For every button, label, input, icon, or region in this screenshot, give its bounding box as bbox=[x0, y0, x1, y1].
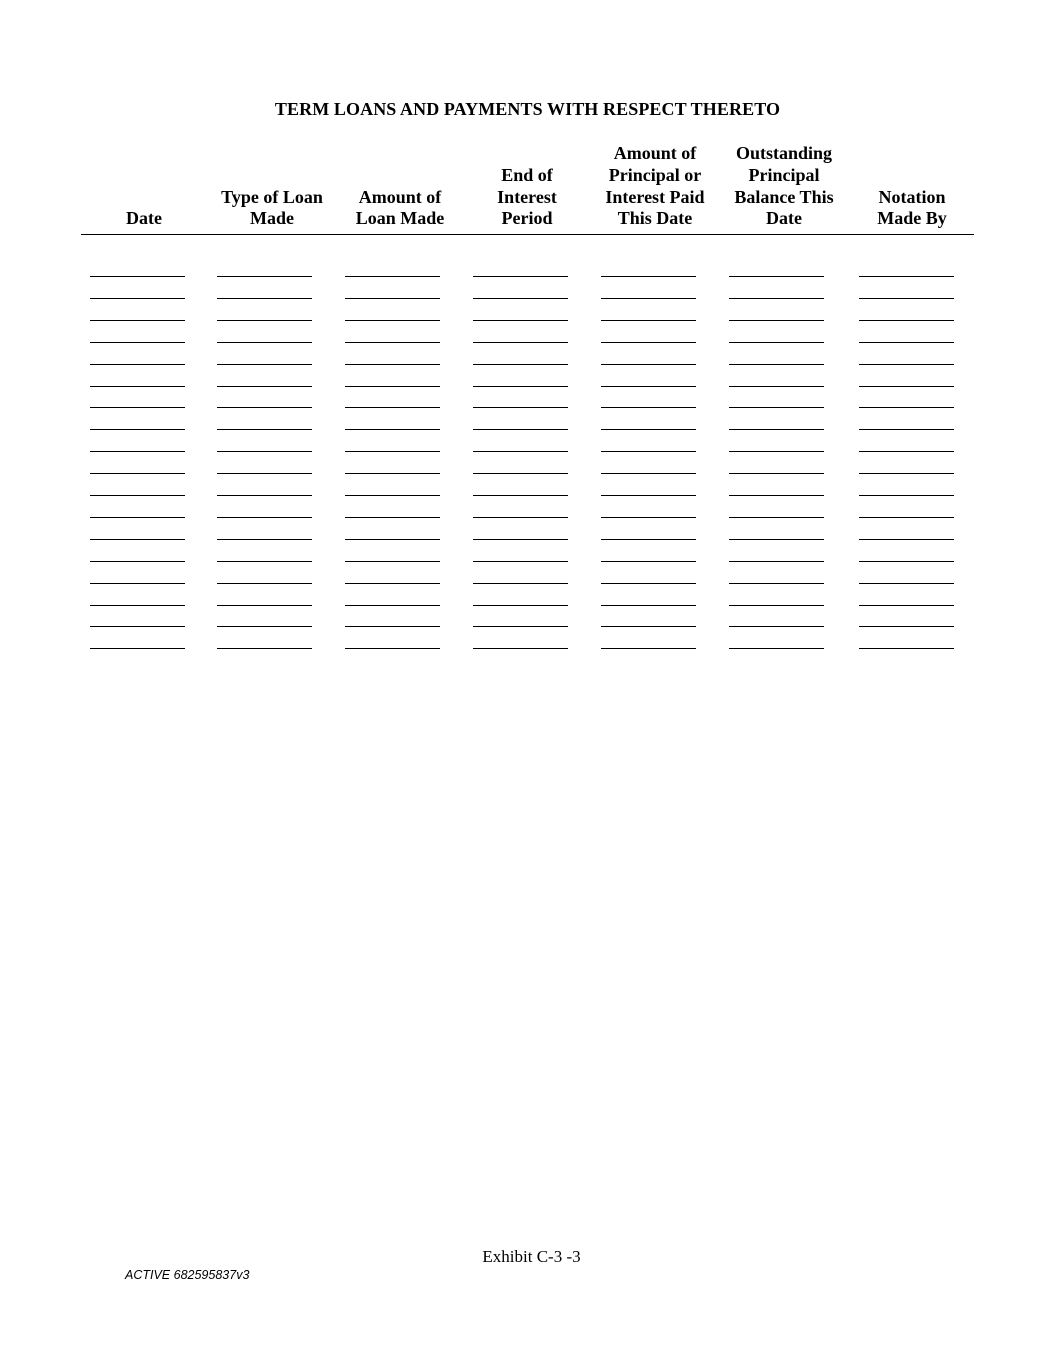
blank-entry-line bbox=[473, 561, 568, 562]
blank-entry-line bbox=[217, 539, 312, 540]
blank-entry-line bbox=[601, 407, 696, 408]
blank-entry-line bbox=[859, 626, 954, 627]
blank-entry-line bbox=[729, 583, 824, 584]
blank-entry-line bbox=[345, 298, 440, 299]
blank-entry-line bbox=[729, 648, 824, 649]
blank-entry-line bbox=[729, 517, 824, 518]
blank-entry-line bbox=[601, 473, 696, 474]
blank-entry-line bbox=[90, 583, 185, 584]
blank-entry-line bbox=[601, 451, 696, 452]
blank-entry-line bbox=[859, 561, 954, 562]
blank-entry-line bbox=[729, 495, 824, 496]
blank-entry-line bbox=[859, 495, 954, 496]
blank-entry-line bbox=[859, 364, 954, 365]
blank-entry-line bbox=[345, 561, 440, 562]
blank-entry-line bbox=[859, 276, 954, 277]
blank-entry-line bbox=[601, 648, 696, 649]
blank-entry-line bbox=[601, 364, 696, 365]
blank-entry-line bbox=[90, 561, 185, 562]
blank-entry-line bbox=[601, 386, 696, 387]
blank-entry-line bbox=[473, 626, 568, 627]
blank-entry-line bbox=[217, 626, 312, 627]
blank-entry-line bbox=[217, 561, 312, 562]
blank-entry-line bbox=[601, 626, 696, 627]
blank-entry-line bbox=[90, 517, 185, 518]
blank-entry-line bbox=[345, 495, 440, 496]
blank-entry-line bbox=[729, 561, 824, 562]
blank-entry-line bbox=[90, 539, 185, 540]
blank-entry-line bbox=[345, 648, 440, 649]
document-id: ACTIVE 682595837v3 bbox=[125, 1268, 250, 1282]
blank-entry-line bbox=[345, 342, 440, 343]
blank-entry-line bbox=[473, 539, 568, 540]
blank-entry-line bbox=[601, 429, 696, 430]
blank-entry-line bbox=[345, 583, 440, 584]
blank-entry-line bbox=[345, 626, 440, 627]
blank-entry-line bbox=[473, 495, 568, 496]
blank-entry-line bbox=[859, 583, 954, 584]
blank-entry-line bbox=[859, 539, 954, 540]
blank-entry-line bbox=[217, 342, 312, 343]
blank-entry-line bbox=[90, 320, 185, 321]
blank-entry-line bbox=[473, 364, 568, 365]
blank-entry-line bbox=[217, 451, 312, 452]
page-label: Exhibit C-3 -3 bbox=[482, 1247, 581, 1266]
blank-entry-line bbox=[601, 583, 696, 584]
blank-entry-line bbox=[729, 605, 824, 606]
blank-entry-line bbox=[729, 626, 824, 627]
blank-entry-line bbox=[473, 276, 568, 277]
blank-entry-line bbox=[729, 342, 824, 343]
blank-entry-line bbox=[345, 605, 440, 606]
column-header-amount-paid: Amount of Principal or Interest Paid This Date bbox=[605, 143, 705, 229]
blank-entry-line bbox=[345, 539, 440, 540]
blank-entry-line bbox=[90, 364, 185, 365]
blank-entry-line bbox=[217, 407, 312, 408]
blank-entry-line bbox=[217, 298, 312, 299]
blank-entry-line bbox=[217, 429, 312, 430]
blank-entry-line bbox=[859, 517, 954, 518]
blank-entry-line bbox=[345, 364, 440, 365]
blank-entry-line bbox=[473, 648, 568, 649]
blank-entry-line bbox=[217, 605, 312, 606]
blank-entry-line bbox=[345, 429, 440, 430]
column-header-end-of-interest-period: End of Interest Period bbox=[497, 164, 557, 229]
blank-entry-line bbox=[859, 320, 954, 321]
blank-entry-line bbox=[473, 473, 568, 474]
blank-entry-line bbox=[473, 386, 568, 387]
blank-entry-line bbox=[345, 386, 440, 387]
document-title: TERM LOANS AND PAYMENTS WITH RESPECT THERETO bbox=[274, 99, 781, 119]
blank-entry-line bbox=[473, 429, 568, 430]
blank-entry-line bbox=[345, 407, 440, 408]
blank-entry-line bbox=[217, 386, 312, 387]
blank-entry-line bbox=[859, 451, 954, 452]
blank-entry-line bbox=[90, 626, 185, 627]
blank-entry-line bbox=[473, 451, 568, 452]
blank-entry-line bbox=[473, 583, 568, 584]
blank-entry-line bbox=[90, 605, 185, 606]
blank-entry-line bbox=[90, 407, 185, 408]
blank-entry-line bbox=[90, 648, 185, 649]
blank-entry-line bbox=[473, 298, 568, 299]
blank-entry-line bbox=[601, 298, 696, 299]
blank-entry-line bbox=[345, 473, 440, 474]
blank-entry-line bbox=[345, 517, 440, 518]
blank-entry-line bbox=[859, 342, 954, 343]
blank-entry-line bbox=[90, 386, 185, 387]
blank-entry-line bbox=[859, 429, 954, 430]
blank-entry-line bbox=[473, 407, 568, 408]
blank-entry-line bbox=[217, 276, 312, 277]
blank-entry-line bbox=[601, 320, 696, 321]
blank-entry-line bbox=[345, 276, 440, 277]
blank-entry-line bbox=[729, 386, 824, 387]
blank-entry-line bbox=[729, 320, 824, 321]
column-header-notation-made-by: Notation Made By bbox=[877, 186, 947, 229]
column-header-type-of-loan: Type of Loan Made bbox=[221, 186, 323, 229]
blank-entry-line bbox=[473, 320, 568, 321]
table-header bbox=[81, 140, 974, 235]
blank-entry-line bbox=[345, 320, 440, 321]
blank-entry-line bbox=[90, 473, 185, 474]
blank-entry-line bbox=[729, 451, 824, 452]
blank-entry-line bbox=[90, 342, 185, 343]
blank-entry-line bbox=[90, 298, 185, 299]
blank-entry-line bbox=[859, 386, 954, 387]
blank-entry-line bbox=[217, 320, 312, 321]
blank-entry-line bbox=[859, 298, 954, 299]
blank-entry-line bbox=[729, 539, 824, 540]
blank-entry-line bbox=[859, 605, 954, 606]
blank-entry-line bbox=[601, 517, 696, 518]
blank-entry-line bbox=[217, 517, 312, 518]
blank-entry-line bbox=[729, 298, 824, 299]
blank-entry-line bbox=[601, 605, 696, 606]
blank-entry-line bbox=[90, 451, 185, 452]
blank-entry-line bbox=[217, 473, 312, 474]
blank-entry-line bbox=[601, 539, 696, 540]
blank-entry-line bbox=[729, 276, 824, 277]
blank-entry-line bbox=[473, 342, 568, 343]
blank-entry-line bbox=[601, 342, 696, 343]
blank-entry-line bbox=[217, 495, 312, 496]
blank-entry-line bbox=[345, 451, 440, 452]
blank-entry-line bbox=[729, 429, 824, 430]
blank-entry-line bbox=[859, 648, 954, 649]
blank-entry-line bbox=[473, 517, 568, 518]
blank-entry-line bbox=[217, 364, 312, 365]
blank-entry-line bbox=[729, 364, 824, 365]
blank-entry-line bbox=[859, 473, 954, 474]
blank-entry-line bbox=[217, 583, 312, 584]
blank-entry-line bbox=[601, 276, 696, 277]
blank-entry-line bbox=[90, 276, 185, 277]
blank-entry-line bbox=[601, 495, 696, 496]
blank-entry-line bbox=[90, 429, 185, 430]
column-header-amount-of-loan: Amount of Loan Made bbox=[355, 186, 445, 229]
blank-entry-line bbox=[217, 648, 312, 649]
blank-entry-line bbox=[601, 561, 696, 562]
blank-entry-line bbox=[90, 495, 185, 496]
column-header-outstanding-balance: Outstanding Principal Balance This Date bbox=[734, 143, 834, 229]
blank-entry-line bbox=[473, 605, 568, 606]
blank-entry-line bbox=[729, 407, 824, 408]
blank-entry-line bbox=[729, 473, 824, 474]
column-header-date: Date bbox=[126, 208, 162, 229]
blank-entry-line bbox=[859, 407, 954, 408]
